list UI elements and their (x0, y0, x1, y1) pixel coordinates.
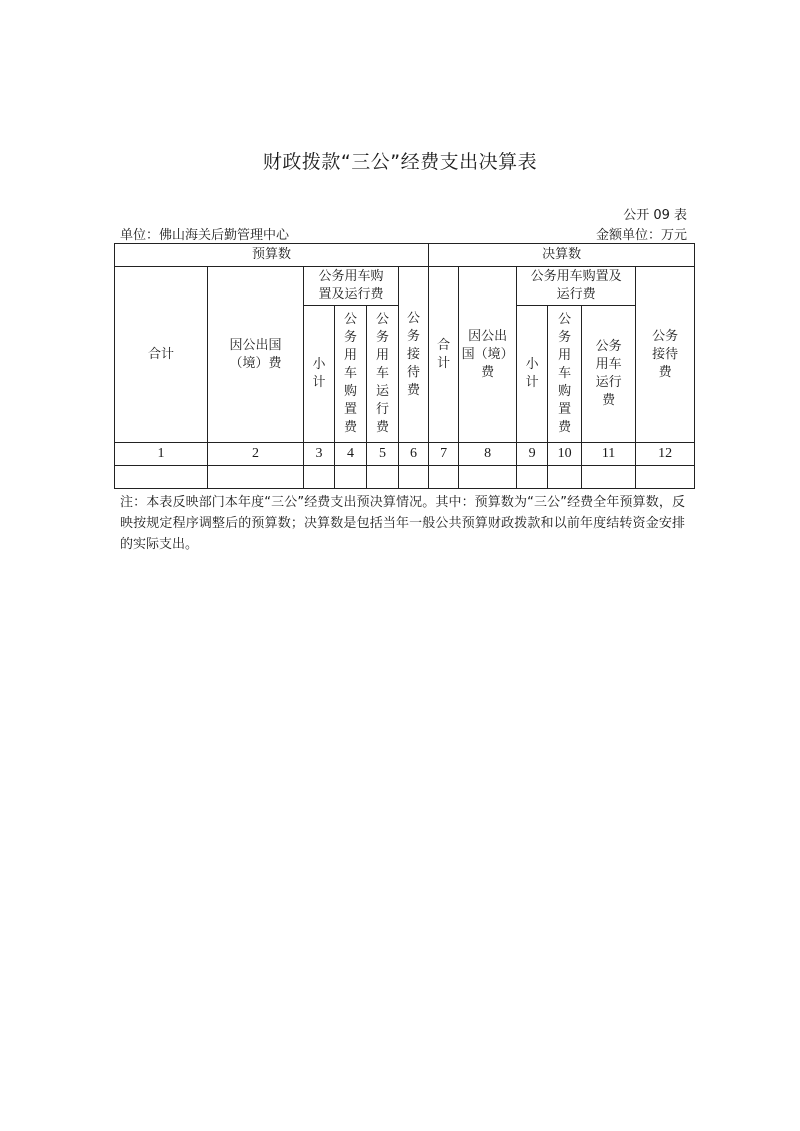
page-title: 财政拨款“三公”经费支出决算表 (262, 151, 538, 173)
column-index: 4 (335, 443, 367, 466)
final-vehicle-operation-header: 公务 用车 运行 费 (582, 306, 636, 443)
budget-vehicle-subtotal-header: 小 计 (304, 306, 335, 443)
column-index: 12 (636, 443, 695, 466)
final-abroad-header: 因公出 国（境） 费 (459, 267, 517, 443)
form-number: 公开 09 表 (623, 208, 687, 223)
table-note: 注：本表反映部门本年度“三公”经费支出预决算情况。其中：预算数为“三公”经费全年预算数，反映按规定程序调整后的预算数；决算数是包括当年一般公共预算财政拨款和以前年度结转资金安排的实际支出。 (120, 495, 685, 552)
data-cell (517, 466, 548, 489)
final-vehicle-group-header: 公务用车购置及 运行费 (517, 267, 636, 306)
column-index: 9 (517, 443, 548, 466)
column-index: 6 (399, 443, 429, 466)
expense-table (114, 243, 695, 489)
budget-vehicle-operation-header: 公 务 用 车 运 行 费 (367, 306, 399, 443)
data-cell (367, 466, 399, 489)
unit-label: 单位：佛山海关后勤管理中心 (120, 228, 290, 243)
data-row (115, 466, 695, 489)
column-index: 3 (304, 443, 335, 466)
final-vehicle-subtotal-header: 小 计 (517, 306, 548, 443)
group-header-budget: 预算数 (115, 244, 429, 267)
budget-total-header: 合计 (115, 267, 208, 443)
data-cell (335, 466, 367, 489)
money-unit-label: 金额单位：万元 (595, 228, 687, 243)
budget-vehicle-group-header: 公务用车购 置及运行费 (304, 267, 399, 306)
column-index: 11 (582, 443, 636, 466)
data-cell (459, 466, 517, 489)
data-cell (399, 466, 429, 489)
column-index: 2 (208, 443, 304, 466)
budget-abroad-header: 因公出国 （境）费 (208, 267, 304, 443)
column-index-row (115, 443, 695, 466)
data-cell (304, 466, 335, 489)
data-cell (582, 466, 636, 489)
budget-vehicle-purchase-header: 公 务 用 车 购 置 费 (335, 306, 367, 443)
column-index: 7 (429, 443, 459, 466)
column-index: 1 (115, 443, 208, 466)
data-cell (208, 466, 304, 489)
data-cell (429, 466, 459, 489)
group-header-final: 决算数 (429, 244, 695, 267)
data-cell (636, 466, 695, 489)
final-total-header: 合 计 (429, 267, 459, 443)
final-vehicle-purchase-header: 公 务 用 车 购 置 费 (548, 306, 582, 443)
final-reception-header: 公务 接待 费 (636, 267, 695, 443)
budget-reception-header: 公 务 接 待 费 (399, 267, 429, 443)
column-index: 5 (367, 443, 399, 466)
data-cell (115, 466, 208, 489)
column-index: 8 (459, 443, 517, 466)
column-index: 10 (548, 443, 582, 466)
data-cell (548, 466, 582, 489)
